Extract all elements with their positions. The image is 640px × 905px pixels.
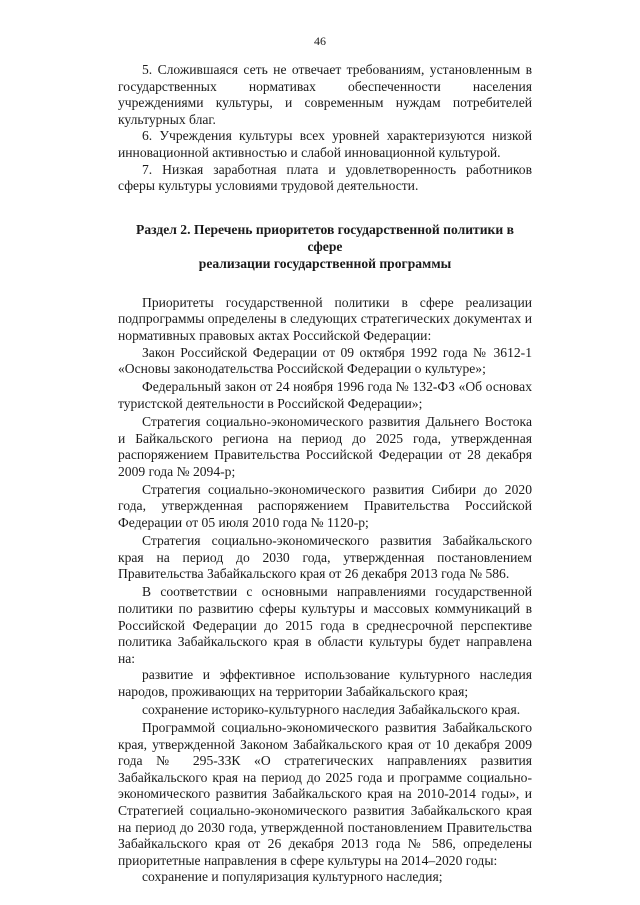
list-item-heritage-popularization: сохранение и популяризация культурного наследия; bbox=[142, 869, 443, 885]
paragraph-priorities-intro: Приоритеты государственной политики в сфере реализации подпрограммы определены в следующих стратегических документах и нормативных правовых актах Российской Федерации: bbox=[118, 294, 532, 343]
paragraph-program-priorities: Программой социально-экономического развития Забайкальского края, утвержденной Законом Забайкальского края от 10 декабря 2009 года № 295-ЗЗК «О стратегических направлениях развития Забайкальского края на период до 2025 года и программе социально-экономического развития Забайкальского края на 2010-2014 годы», и Стратегией социально-экономического развития Забайкальского края на период до 2030 года, утвержденной постановлением Правительства Забайкальского края от 26 декабря 2013 года № 586, определены приоритетные направления в сфере культуры на 2014–2020 годы: bbox=[118, 720, 532, 868]
page-number: 46 bbox=[314, 34, 326, 48]
paragraph-law-tourism: Федеральный закон от 24 ноября 1996 года № 132-ФЗ «Об основах туристской деятельности в Российской Федерации»; bbox=[118, 379, 532, 411]
intro-item-7: 7. Низкая заработная плата и удовлетворенность работников сферы культуры условиями трудовой деятельности. bbox=[118, 161, 532, 194]
list-item-heritage-preservation: сохранение историко-культурного наследия Забайкальского края. bbox=[142, 702, 521, 717]
list-item-heritage-development: развитие и эффективное использование культурного наследия народов, проживающих на территории Забайкальского края; bbox=[118, 667, 532, 699]
document-body bbox=[118, 62, 532, 886]
section-heading-line-1: Раздел 2. Перечень приоритетов государственной политики в сфере bbox=[136, 221, 514, 254]
paragraph-strategy-siberia: Стратегия социально-экономического развития Сибири до 2020 года, утвержденная распоряжением Правительства Российской Федерации от 05 июля 2010 года № 1120-р; bbox=[118, 481, 532, 530]
paragraph-strategy-far-east: Стратегия социально-экономического развития Дальнего Востока и Байкальского региона на период до 2025 года, утвержденная распоряжением Правительства Российской Федерации от 28 декабря 2009 года № 2094-р; bbox=[118, 413, 532, 479]
intro-item-6: 6. Учреждения культуры всех уровней характеризуются низкой инновационной активностью и слабой инновационной культурой. bbox=[118, 128, 532, 160]
paragraph-strategy-zabaikalsky: Стратегия социально-экономического развития Забайкальского края на период до 2030 года, утвержденная постановлением Правительства Забайкальского края от 26 декабря 2013 года № 586. bbox=[118, 533, 532, 582]
section-heading bbox=[118, 221, 532, 272]
paragraph-policy-directions: В соответствии с основными направлениями государственной политики по развитию сферы культуры и массовых коммуникаций в Российской Федерации до 2015 года в среднесрочной перспективе политика Забайкальского края в области культуры будет направлена на: bbox=[118, 584, 532, 666]
paragraph-law-culture: Закон Российской Федерации от 09 октября 1992 года № 3612-1 «Основы законодательства Российской Федерации о культуре»; bbox=[118, 344, 532, 377]
section-heading-line-2: реализации государственной программы bbox=[198, 255, 452, 271]
intro-item-5: 5. Сложившаяся сеть не отвечает требованиям, установленным в государственных нормативах обеспеченности населения учреждениями культуры, и современным нуждам потребителей культурных благ. bbox=[118, 62, 532, 127]
